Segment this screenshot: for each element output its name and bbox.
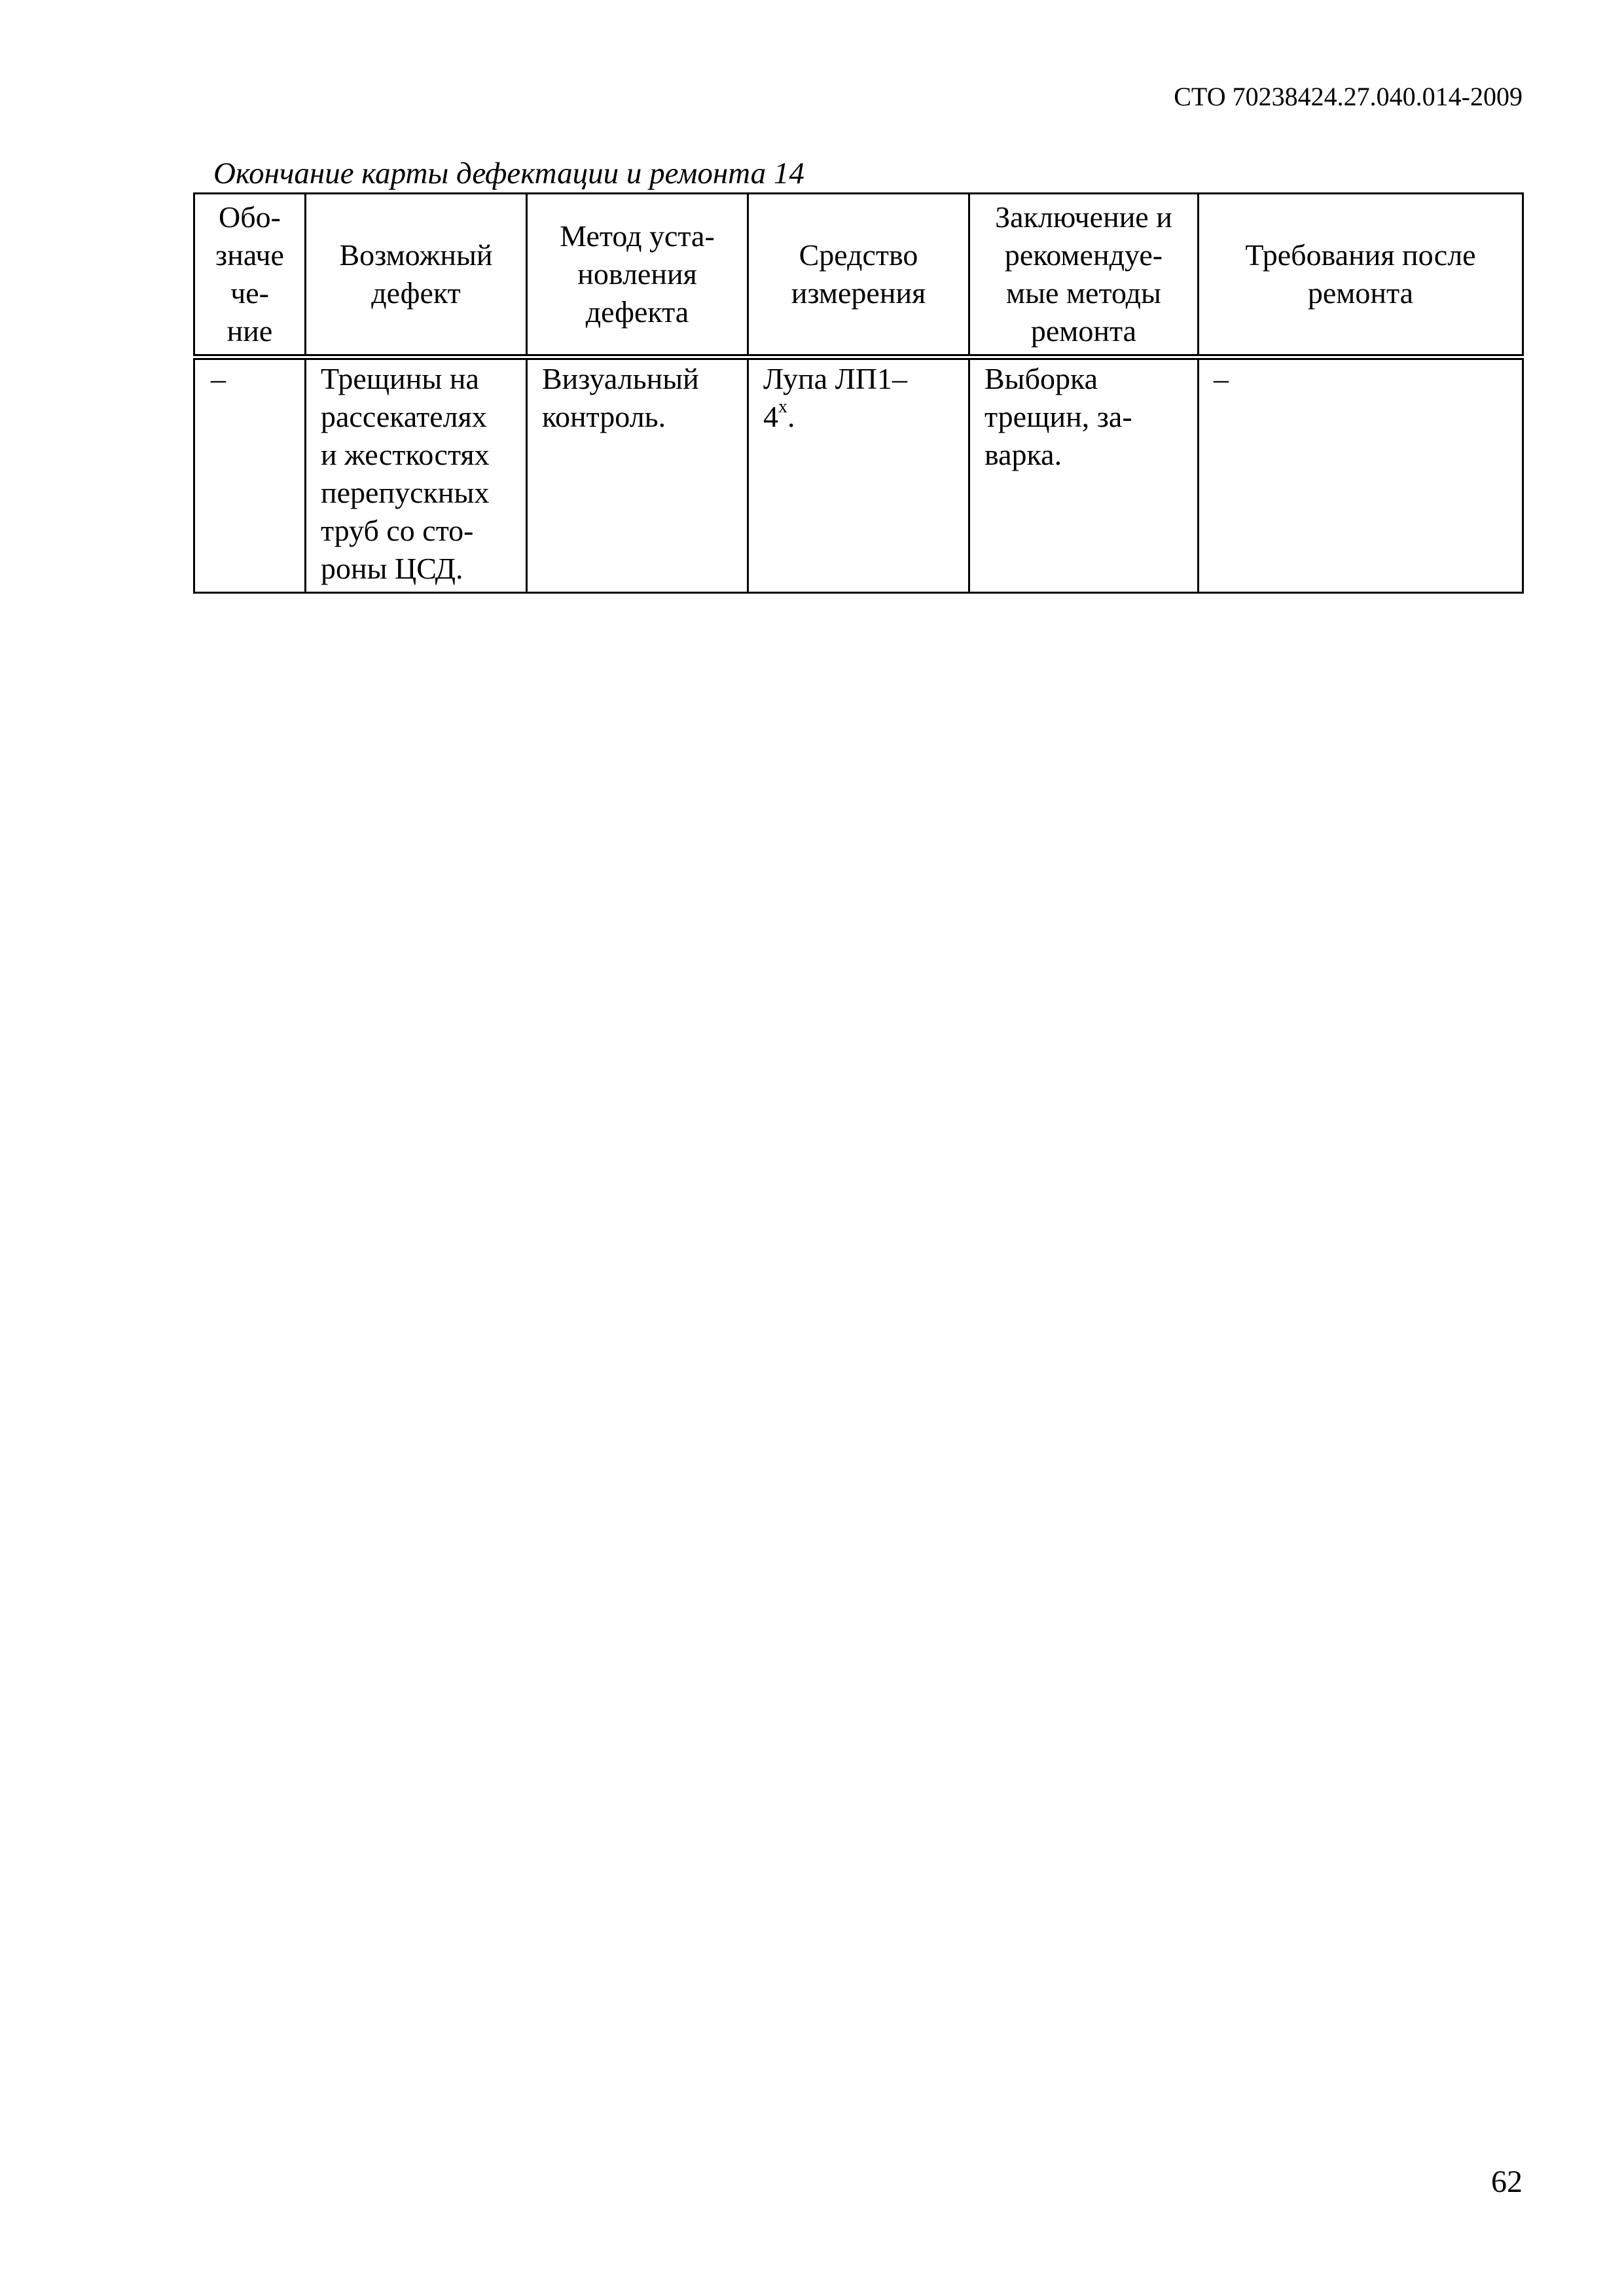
column-header-designation: Обо- значе че- ние bbox=[194, 194, 306, 357]
table-header-row bbox=[194, 194, 1523, 357]
column-header-requirements: Требования после ремонта bbox=[1199, 194, 1523, 357]
defect-repair-table bbox=[193, 192, 1522, 594]
column-header-method: Метод уста- новления дефекта bbox=[527, 194, 748, 357]
column-header-conclusion: Заключение и рекомендуе- мые методы ремонта bbox=[969, 194, 1199, 357]
table-row bbox=[194, 357, 1523, 593]
column-header-instrument: Средство измерения bbox=[748, 194, 969, 357]
defect-table bbox=[193, 192, 1524, 594]
cell-requirements: – bbox=[1199, 357, 1523, 593]
column-header-defect: Возможный дефект bbox=[306, 194, 527, 357]
cell-designation: – bbox=[194, 357, 306, 593]
cell-method: Визуальный контроль. bbox=[527, 357, 748, 593]
document-code: СТО 70238424.27.040.014-2009 bbox=[1174, 82, 1523, 111]
instrument-superscript: х bbox=[778, 397, 787, 417]
cell-conclusion: Выборка трещин, за- варка. bbox=[969, 357, 1199, 593]
table-caption: Окончание карты дефектации и ремонта 14 bbox=[213, 156, 804, 190]
cell-defect: Трещины на рассекателях и жесткостях перепускных труб со сто- роны ЦСД. bbox=[306, 357, 527, 593]
cell-instrument bbox=[748, 357, 969, 593]
instrument-tail: . bbox=[787, 400, 795, 433]
page-number: 62 bbox=[1491, 2164, 1523, 2199]
instrument-text: Лупа ЛП1– 4 bbox=[763, 362, 908, 433]
